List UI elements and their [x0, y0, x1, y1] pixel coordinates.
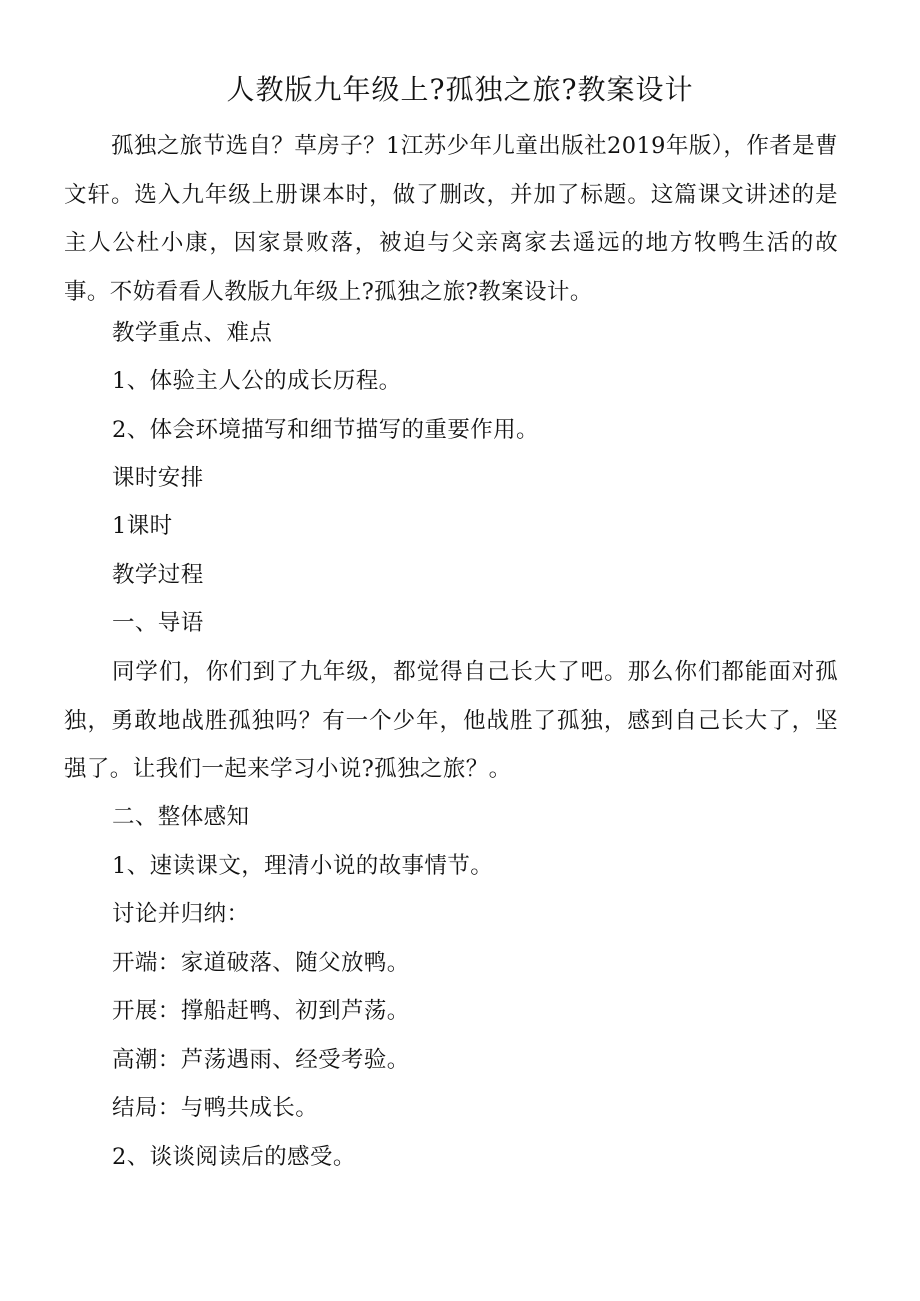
section-heading-process: 教学过程 [112, 562, 204, 588]
part2-item-1: 1、速读课文，理清小说的故事情节。 [112, 853, 494, 879]
key-point-2: 2、体会环境描写和细节描写的重要作用。 [112, 417, 539, 443]
section-heading-key-points: 教学重点、难点 [112, 320, 273, 346]
plot-ending: 结局：与鸭共成长。 [112, 1095, 319, 1121]
document-title: 人教版九年级上?孤独之旅?教案设计 [226, 73, 694, 106]
section-heading-schedule: 课时安排 [112, 465, 204, 491]
part2-item-2: 2、谈谈阅读后的感受。 [112, 1144, 356, 1170]
part2-heading: 二、整体感知 [112, 804, 250, 830]
part1-heading: 一、导语 [112, 610, 204, 636]
plot-development: 开展：撑船赶鸭、初到芦荡。 [112, 998, 410, 1024]
key-point-1: 1、体验主人公的成长历程。 [112, 368, 402, 394]
part1-paragraph: 同学们，你们到了九年级，都觉得自己长大了吧。那么你们都能面对孤独，勇敢地战胜孤独吗？有一个少年，他战胜了孤独，感到自己长大了，坚强了。让我们一起来学习小说?孤独之旅？。 [64, 659, 838, 782]
plot-start: 开端：家道破落、随父放鸭。 [112, 950, 410, 976]
plot-climax: 高潮：芦荡遇雨、经受考验。 [112, 1047, 410, 1073]
discussion-label: 讨论并归纳： [112, 901, 250, 927]
schedule-value: 1课时 [112, 513, 173, 539]
intro-paragraph: 孤独之旅节选自？草房子？1江苏少年儿童出版社2019年版），作者是曹文轩。选入九年级上册课本时，做了删改，并加了标题。这篇课文讲述的是主人公杜小康，因家景败落，被迫与父亲离家去遥远的地方牧鸭生活的故事。不妨看看人教版九年级上?孤独之旅?教案设计。 [64, 133, 838, 305]
